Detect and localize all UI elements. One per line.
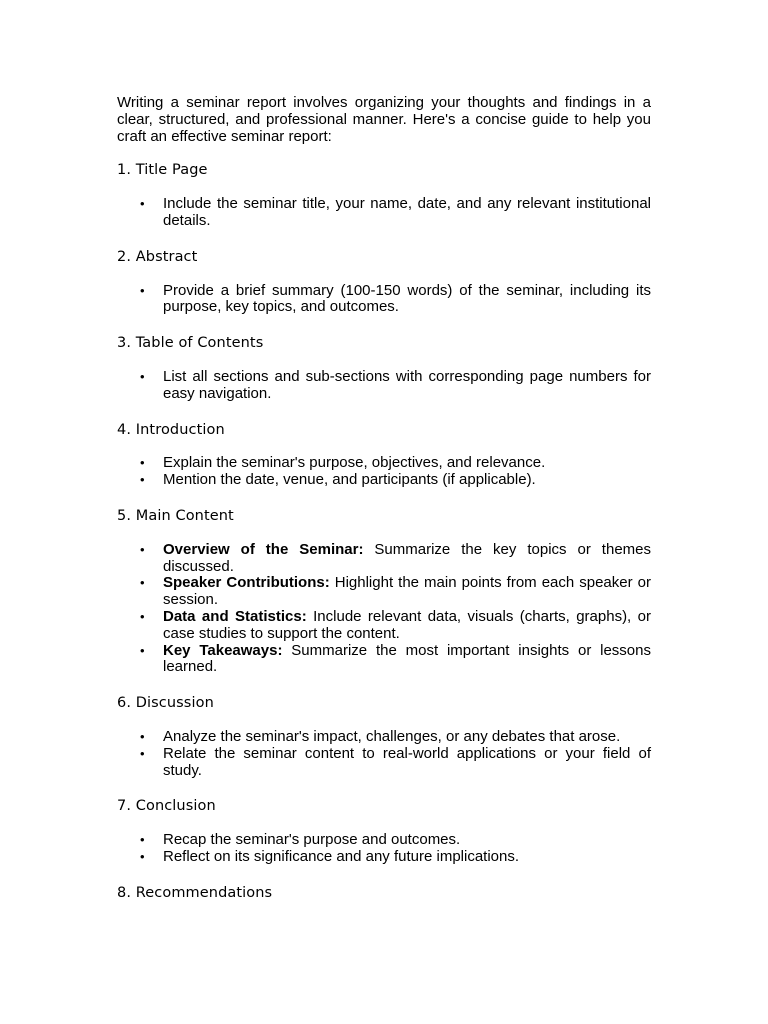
bullet-icon: • bbox=[140, 848, 145, 864]
item-text: Include relevant data, visuals (charts, graphs), or case studies to support the content. bbox=[163, 607, 651, 642]
bullet-icon: • bbox=[140, 282, 145, 298]
bullet-icon: • bbox=[140, 196, 145, 212]
item-text: Explain the seminar's purpose, objectives, and relevance. bbox=[163, 454, 546, 472]
section-heading: 5. Main Content bbox=[117, 507, 234, 524]
item-label: Key Takeaways: bbox=[163, 641, 283, 659]
bullet-icon: • bbox=[140, 472, 145, 488]
bullet-list bbox=[117, 369, 651, 403]
item-text: Analyze the seminar's impact, challenges, or any debates that arose. bbox=[163, 727, 621, 745]
list-item bbox=[117, 609, 651, 643]
item-text: Highlight the main points from each speaker or session. bbox=[163, 574, 651, 609]
bullet-list bbox=[117, 832, 651, 866]
section-heading: 1. Title Page bbox=[117, 162, 208, 179]
bullet-list bbox=[117, 455, 651, 489]
bullet-icon: • bbox=[140, 455, 145, 471]
list-item bbox=[117, 746, 651, 780]
section-heading: 2. Abstract bbox=[117, 248, 198, 265]
item-text: Reflect on its significance and any future implications. bbox=[163, 847, 520, 865]
list-item bbox=[117, 196, 651, 230]
list-item bbox=[117, 575, 651, 609]
section-heading: 7. Conclusion bbox=[117, 798, 216, 815]
item-text: Relate the seminar content to real-world applications or your field of study. bbox=[163, 744, 651, 779]
bullet-list bbox=[117, 542, 651, 676]
sections-container bbox=[117, 162, 651, 901]
list-item bbox=[117, 455, 651, 472]
bullet-list bbox=[117, 196, 651, 230]
item-text: Summarize the key topics or themes discussed. bbox=[163, 540, 651, 575]
intro-paragraph: Writing a seminar report involves organizing your thoughts and findings in a clear, structured, and professional manner. Here's a concise guide to help you craft an effective seminar report: bbox=[117, 94, 651, 145]
section-heading: 4. Introduction bbox=[117, 421, 225, 438]
bullet-icon: • bbox=[140, 608, 145, 624]
item-text: Provide a brief summary (100-150 words) of the seminar, including its purpose, key topics, and outcomes. bbox=[163, 281, 651, 316]
section-heading: 6. Discussion bbox=[117, 695, 214, 712]
bullet-list bbox=[117, 283, 651, 317]
bullet-icon: • bbox=[140, 541, 145, 557]
bullet-icon: • bbox=[140, 745, 145, 761]
list-item bbox=[117, 849, 651, 866]
section-heading: 8. Recommendations bbox=[117, 884, 273, 901]
bullet-icon: • bbox=[140, 728, 145, 744]
list-item bbox=[117, 472, 651, 489]
list-item bbox=[117, 283, 651, 317]
item-text: Summarize the most important insights or lessons learned. bbox=[163, 641, 651, 676]
list-item bbox=[117, 729, 651, 746]
item-text: Include the seminar title, your name, date, and any relevant institutional details. bbox=[163, 195, 651, 229]
bullet-icon: • bbox=[140, 642, 145, 658]
document-page bbox=[117, 95, 651, 919]
bullet-list bbox=[117, 729, 651, 779]
list-item bbox=[117, 832, 651, 849]
list-item bbox=[117, 643, 651, 677]
item-text: Recap the seminar's purpose and outcomes. bbox=[163, 831, 461, 849]
item-label: Overview of the Seminar: bbox=[163, 540, 364, 558]
bullet-icon: • bbox=[140, 368, 145, 384]
bullet-icon: • bbox=[140, 832, 145, 848]
section-heading: 3. Table of Contents bbox=[117, 335, 264, 352]
item-label: Speaker Contributions: bbox=[163, 574, 330, 592]
bullet-icon: • bbox=[140, 575, 145, 591]
item-text: Mention the date, venue, and participants (if applicable). bbox=[163, 471, 536, 489]
list-item bbox=[117, 369, 651, 403]
item-label: Data and Statistics: bbox=[163, 607, 307, 625]
item-text: List all sections and sub-sections with corresponding page numbers for easy navigation. bbox=[163, 367, 651, 402]
list-item bbox=[117, 542, 651, 576]
